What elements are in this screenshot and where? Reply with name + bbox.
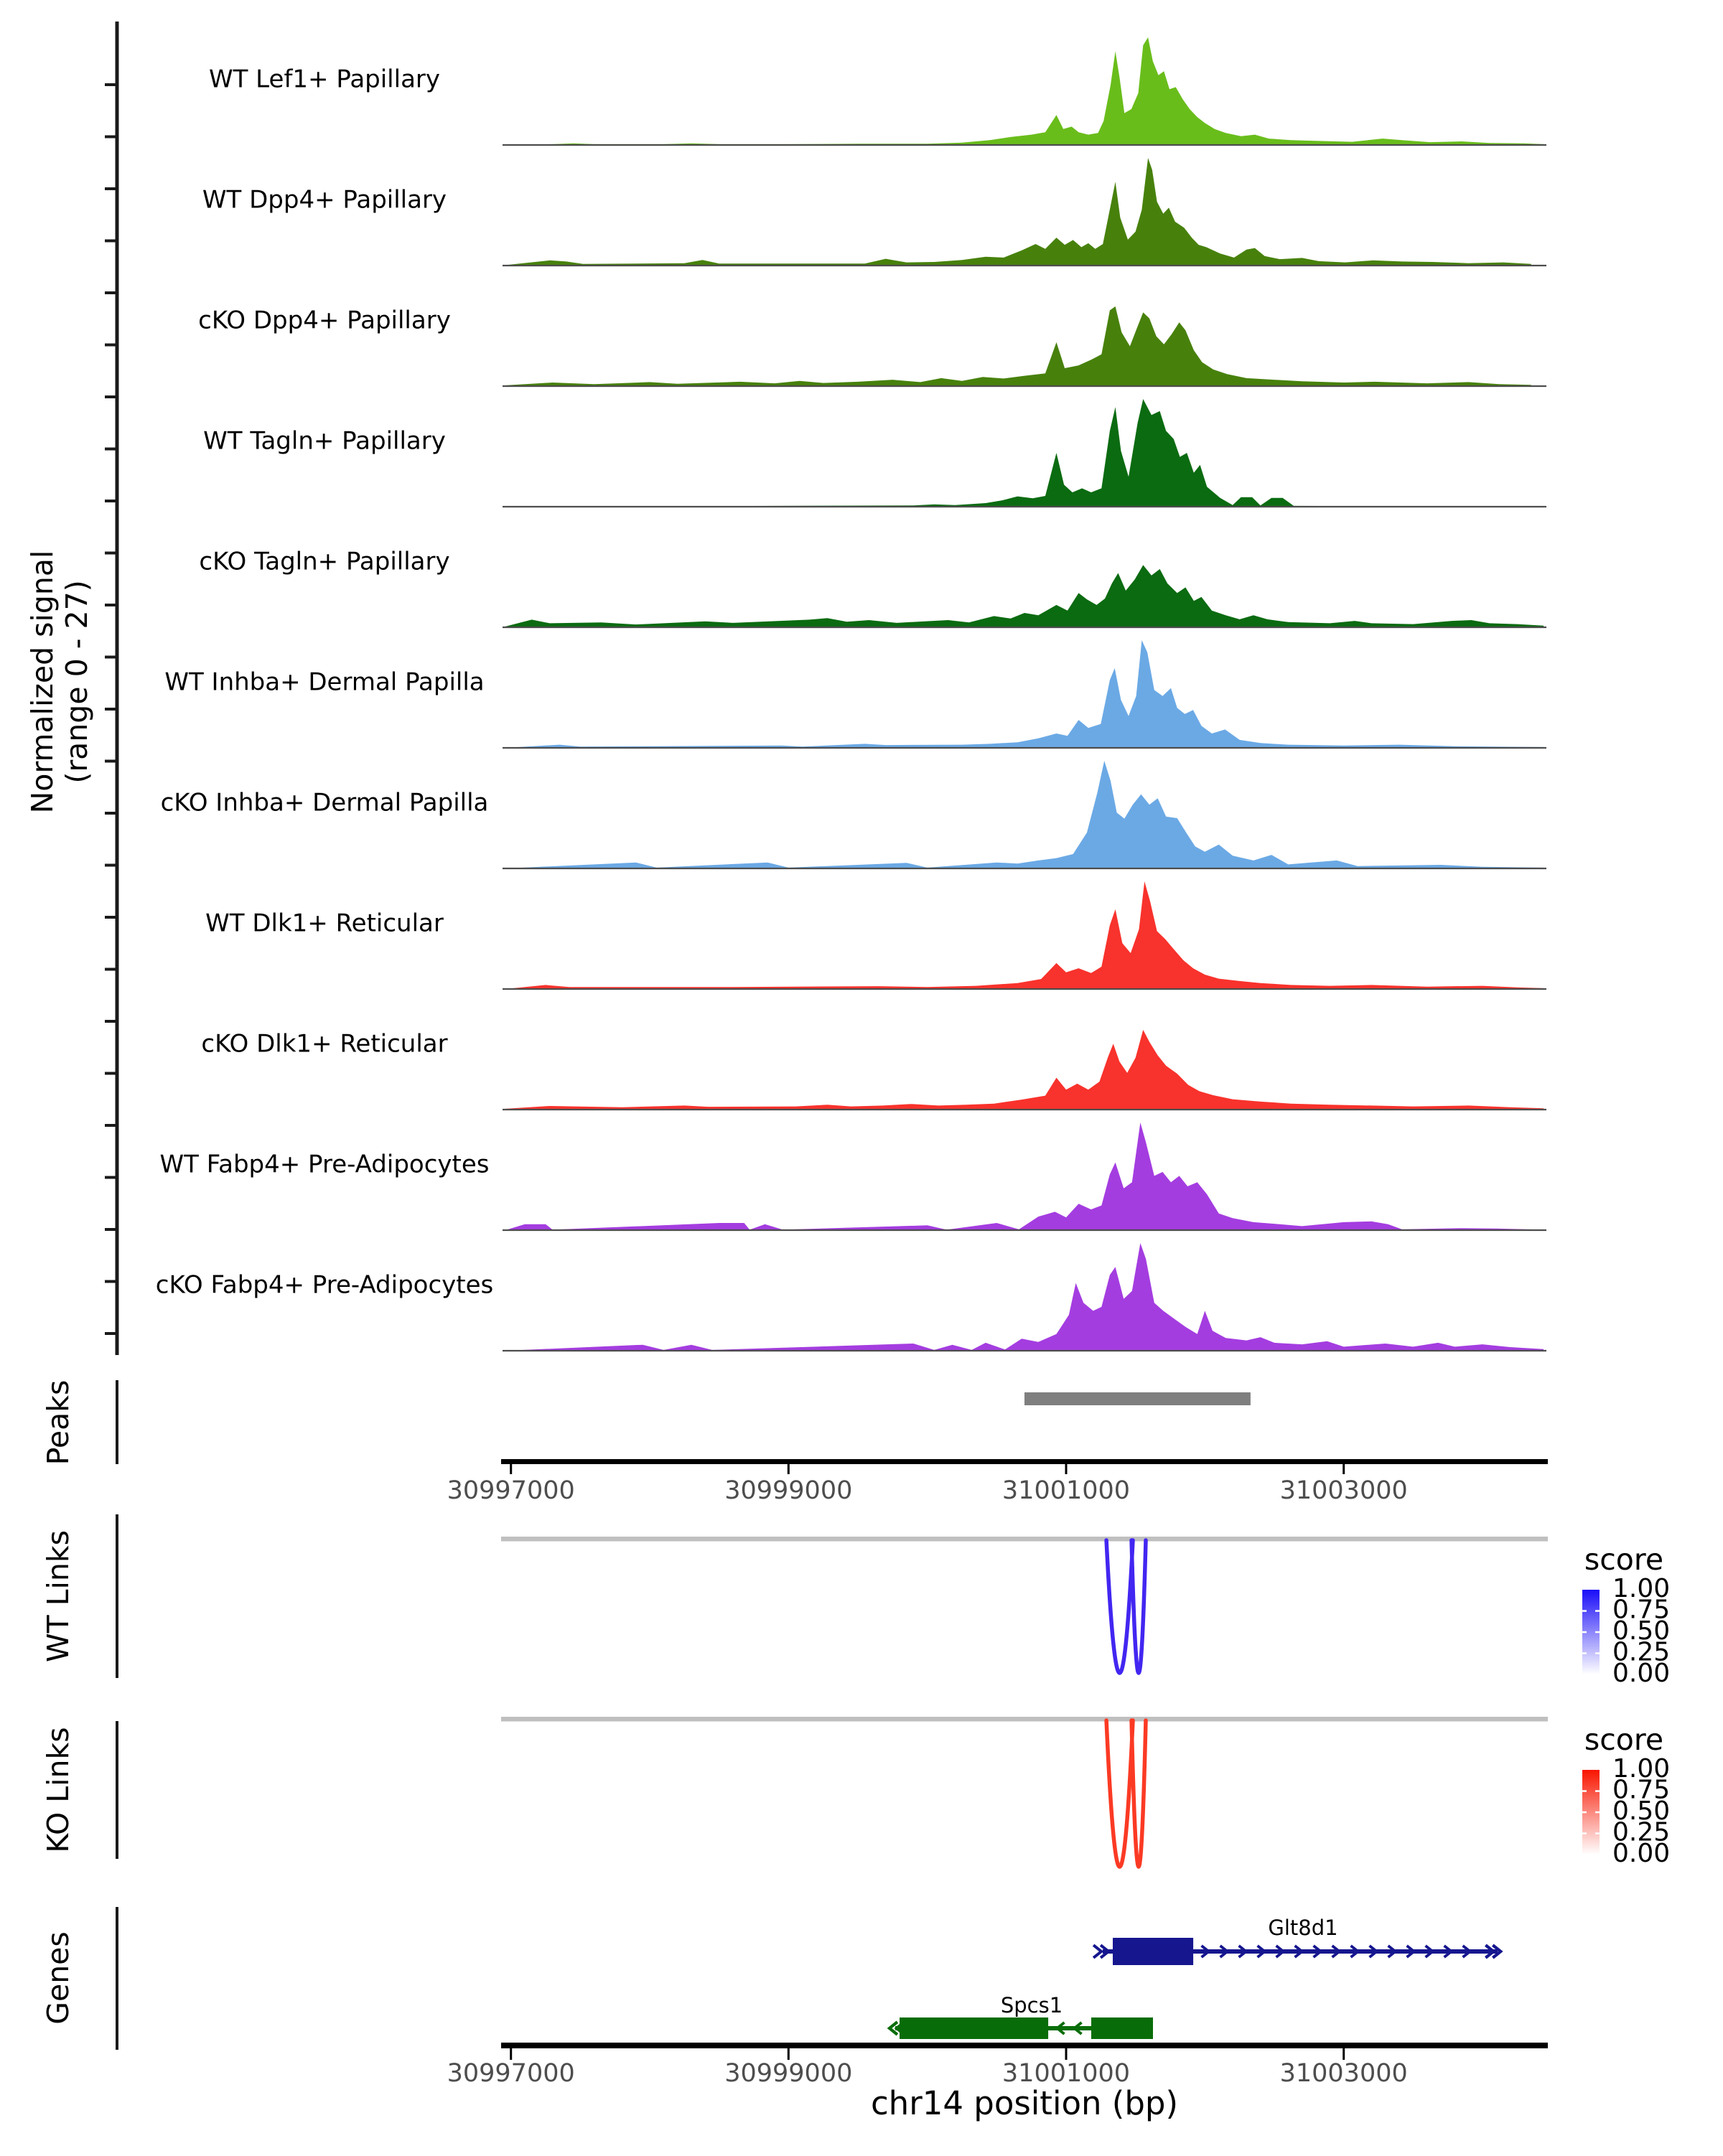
coverage-area (505, 881, 1544, 989)
score-legend-value: 0.00 (1612, 1839, 1671, 1868)
gene-direction-arrow-icon (1093, 1945, 1101, 1958)
gene-exon-box (1113, 1938, 1193, 1965)
coverage-area (505, 37, 1544, 145)
score-bar-tick (1582, 1832, 1587, 1834)
coverage-track-11 (156, 1243, 1546, 1351)
score-bar-tick (1595, 1832, 1600, 1834)
coverage-track-4 (203, 399, 1546, 507)
coverage-area (505, 1243, 1544, 1351)
gene-exon-box (900, 2017, 1048, 2039)
link-arc (1106, 1720, 1133, 1867)
coverage-track-1 (209, 37, 1546, 145)
score-legend-value: 1.00 (1612, 1574, 1671, 1603)
score-legend-value: 0.00 (1612, 1659, 1671, 1688)
genome-axis-tick (510, 2048, 512, 2060)
genome-axis-tick-label: 31003000 (1279, 1476, 1408, 1505)
links-baseline (501, 1537, 1548, 1542)
y-axis-label-line2: (range 0 - 27) (60, 580, 94, 784)
gene-exon-box (1091, 2017, 1153, 2039)
score-legend-value: 0.25 (1612, 1817, 1671, 1847)
coverage-tracks (156, 37, 1546, 1351)
genome-axis-line (501, 2043, 1548, 2048)
genome-axis-tick (788, 2048, 790, 2060)
coverage-area (505, 640, 1544, 748)
genes-label: Genes (41, 1931, 75, 2025)
link-arc (1131, 1720, 1146, 1867)
gene-glt8d1 (1093, 1916, 1500, 1965)
coverage-track-10 (160, 1122, 1546, 1230)
genes-annotations (889, 1916, 1500, 2039)
track-label: WT Fabp4+ Pre-Adipocytes (159, 1150, 490, 1179)
mid-genome-axis (447, 1459, 1548, 1505)
coverage-area (505, 761, 1544, 868)
gene-spcs1 (889, 1993, 1153, 2039)
track-label: cKO Dlk1+ Reticular (201, 1029, 448, 1059)
track-label: WT Dlk1+ Reticular (205, 909, 444, 938)
genome-axis-tick-label: 30999000 (724, 1476, 853, 1505)
y-axis-label-line1: Normalized signal (25, 550, 60, 814)
links-label: WT Links (41, 1530, 75, 1662)
genome-axis-tick-label: 30997000 (447, 2059, 575, 2088)
track-label: WT Inhba+ Dermal Papilla (164, 667, 485, 697)
score-bar-tick (1595, 1610, 1600, 1612)
links-tracks (41, 1514, 1670, 1868)
coverage-area (505, 306, 1531, 386)
genome-axis-tick (1343, 1464, 1345, 1474)
coverage-area (505, 1122, 1544, 1230)
track-label: cKO Dpp4+ Papillary (198, 306, 451, 335)
score-legend-title: score (1584, 1542, 1664, 1577)
gene-name-label: Glt8d1 (1268, 1916, 1338, 1940)
coverage-track-5 (199, 548, 1546, 628)
score-bar-tick (1595, 1790, 1600, 1792)
bottom-genome-axis (447, 2043, 1548, 2088)
score-bar-tick (1582, 1631, 1587, 1634)
score-bar-tick (1595, 1631, 1600, 1634)
peaks-label: Peaks (41, 1379, 75, 1466)
peaks-track (1024, 1392, 1251, 1405)
links-label: KO Links (41, 1727, 75, 1853)
coverage-track-7 (161, 761, 1546, 868)
genome-axis-tick-label: 30999000 (724, 2059, 853, 2088)
score-bar-tick (1582, 1610, 1587, 1612)
coverage-track-6 (164, 640, 1546, 748)
score-bar-tick (1582, 1790, 1587, 1792)
score-bar-tick (1582, 1652, 1587, 1654)
coverage-area (505, 399, 1544, 507)
coverage-track-9 (201, 1030, 1546, 1110)
score-bar-tick (1595, 1811, 1600, 1814)
track-label: WT Tagln+ Papillary (203, 426, 446, 456)
coverage-area (505, 1030, 1544, 1110)
score-legend-value: 0.25 (1612, 1637, 1671, 1667)
score-legend (1582, 1542, 1670, 1688)
coverage-track-8 (205, 881, 1546, 989)
peak-region-bar (1024, 1392, 1251, 1405)
coverage-area (505, 565, 1544, 627)
track-label: WT Lef1+ Papillary (208, 65, 441, 94)
score-bar-tick (1595, 1652, 1600, 1654)
score-legend (1582, 1723, 1670, 1868)
coverage-track-2 (202, 158, 1546, 266)
genome-axis-tick (1065, 1464, 1068, 1474)
score-legend-value: 0.50 (1612, 1796, 1671, 1826)
genome-axis-tick (1343, 2048, 1345, 2060)
x-axis-title: chr14 position (bp) (870, 2084, 1179, 2122)
track-label: WT Dpp4+ Papillary (202, 185, 447, 215)
coverage-track-3 (198, 306, 1546, 387)
genome-axis-tick (788, 1464, 790, 1474)
coverage-area (505, 158, 1531, 266)
track-label: cKO Fabp4+ Pre-Adipocytes (155, 1270, 494, 1300)
genome-axis-tick-label: 31003000 (1279, 2059, 1408, 2088)
score-legend-value: 1.00 (1612, 1754, 1671, 1784)
gene-name-label: Spcs1 (1000, 1993, 1063, 2017)
genome-axis-tick-label: 31001000 (1001, 1476, 1131, 1505)
score-legend-value: 0.75 (1612, 1595, 1671, 1625)
score-bar-tick (1582, 1811, 1587, 1814)
ko-links-track (41, 1717, 1670, 1868)
genome-axis-tick (1065, 2048, 1068, 2060)
genome-axis-tick (510, 1464, 512, 1474)
link-arc (1131, 1540, 1146, 1673)
score-legend-value: 0.50 (1612, 1616, 1671, 1646)
genome-axis-line (501, 1459, 1548, 1464)
score-legend-title: score (1584, 1723, 1664, 1757)
signal-axis-bracket (105, 22, 117, 1355)
link-arc (1106, 1540, 1133, 1673)
track-label: cKO Tagln+ Papillary (199, 547, 450, 576)
track-label: cKO Inhba+ Dermal Papilla (160, 788, 489, 817)
genome-axis-tick-label: 31001000 (1001, 2059, 1131, 2088)
links-baseline (501, 1717, 1548, 1722)
score-legend-value: 0.75 (1612, 1775, 1671, 1805)
genome-axis-tick-label: 30997000 (447, 1476, 575, 1505)
wt-links-track (41, 1514, 1670, 1688)
